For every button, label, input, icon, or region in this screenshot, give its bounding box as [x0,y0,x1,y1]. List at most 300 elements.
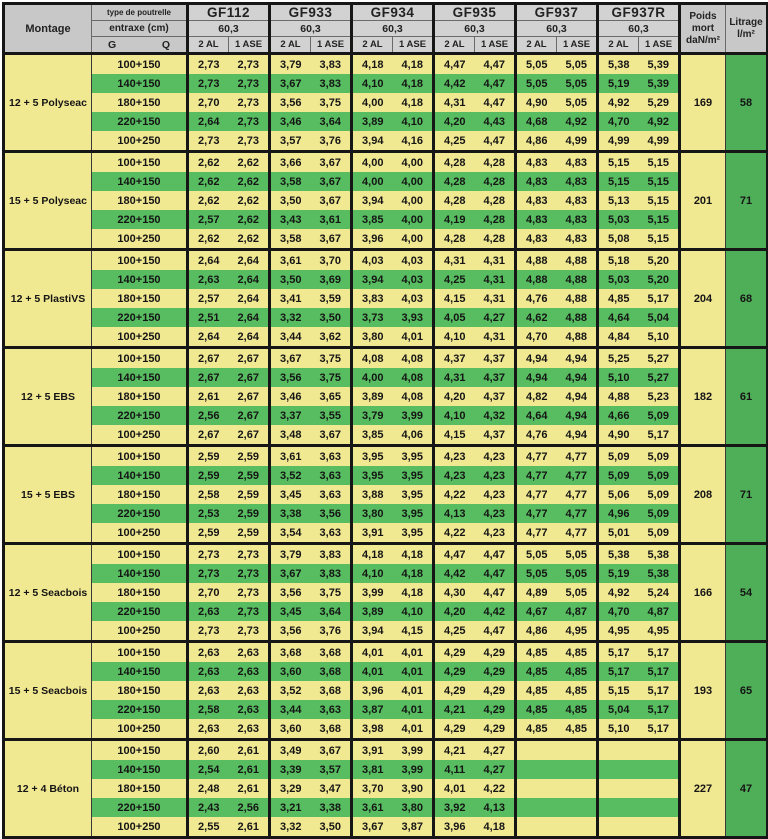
value-cell-2al: 3,58 [270,172,311,191]
value-cell-1ase: 3,68 [311,681,352,700]
value-cell-2al: 4,10 [434,327,475,348]
table-row [4,387,768,406]
poids-value: 208 [680,446,726,544]
value-cell-1ase: 3,76 [311,131,352,152]
value-cell-2al: 5,38 [598,54,639,75]
value-cell-2al: 4,25 [434,621,475,642]
value-cell-1ase: 4,77 [557,466,598,485]
table-row [4,131,768,152]
value-cell-1ase: 2,62 [229,172,270,191]
litrage-value: 71 [726,446,768,544]
value-cell-1ase: 4,18 [393,564,434,583]
table-row [4,210,768,229]
value-cell-2al: 3,67 [270,564,311,583]
value-cell-1ase: 4,88 [557,250,598,271]
value-cell-2al: 4,25 [434,131,475,152]
row-label: 180+150 [92,779,188,798]
value-cell-1ase: 4,31 [475,327,516,348]
value-cell-2al: 2,62 [188,229,229,250]
value-cell-2al: 4,86 [516,621,557,642]
value-cell-2al: 3,73 [352,308,393,327]
value-cell-1ase: 4,23 [475,485,516,504]
value-cell-2al: 3,32 [270,308,311,327]
value-cell-1ase: 4,83 [557,191,598,210]
value-cell-2al: 4,20 [434,387,475,406]
table-row [4,779,768,798]
value-cell-2al: 4,88 [516,270,557,289]
value-cell-1ase: 5,05 [557,74,598,93]
value-cell-1ase: 2,56 [229,798,270,817]
table-row [4,485,768,504]
value-cell-2al: 3,49 [270,740,311,761]
poids-header-line: daN/m² [686,34,720,46]
value-cell-2al: 3,94 [352,131,393,152]
value-cell-2al: 4,23 [434,446,475,467]
value-cell-2al: 3,50 [270,270,311,289]
row-label: 220+150 [92,210,188,229]
value-cell-2al: 2,63 [188,642,229,663]
value-cell-2al: 4,11 [434,760,475,779]
value-cell-1ase: 4,01 [393,700,434,719]
value-cell-1ase: 5,39 [639,74,680,93]
value-cell-2al: 5,08 [598,229,639,250]
value-cell-2al: 2,73 [188,131,229,152]
row-label: 100+250 [92,131,188,152]
value-cell-1ase: 5,17 [639,642,680,663]
value-cell-2al: 3,61 [270,250,311,271]
value-cell-1ase: 3,93 [393,308,434,327]
value-cell-1ase: 4,88 [557,289,598,308]
value-cell-2al: 3,50 [270,191,311,210]
value-cell-2al: 4,70 [598,112,639,131]
litrage-value: 58 [726,54,768,152]
montage-cell: 12 + 5 PlastiVS [4,250,92,348]
value-cell-2al: 4,67 [516,602,557,621]
entraxe-value: 60,3 [188,21,270,37]
value-cell-2al: 2,73 [188,544,229,565]
value-cell-1ase: 4,77 [557,446,598,467]
value-cell-1ase: 5,38 [639,564,680,583]
value-cell-1ase: 3,55 [311,406,352,425]
value-cell-1ase: 4,06 [393,425,434,446]
table-row [4,93,768,112]
montage-cell: 12 + 5 Polyseac [4,54,92,152]
value-cell-1ase: 4,18 [393,74,434,93]
value-cell-1ase: 2,67 [229,425,270,446]
table-row [4,425,768,446]
value-cell-1ase: 4,28 [475,191,516,210]
value-cell-2al: 3,91 [352,740,393,761]
value-cell-1ase: 4,47 [475,544,516,565]
row-label: 180+150 [92,681,188,700]
value-cell-2al: 3,48 [270,425,311,446]
value-cell-1ase: 2,73 [229,564,270,583]
value-cell-1ase: 4,01 [393,327,434,348]
value-cell-1ase: 4,29 [475,719,516,740]
value-cell-1ase: 4,23 [475,504,516,523]
value-cell-1ase: 4,87 [639,602,680,621]
value-cell-1ase: 5,17 [639,681,680,700]
value-cell-1ase: 3,68 [311,642,352,663]
row-label: 140+150 [92,172,188,191]
value-cell-2al: 3,94 [352,270,393,289]
montage-cell: 15 + 5 Seacbois [4,642,92,740]
value-cell-2al: 4,82 [516,387,557,406]
value-cell-1ase: 4,37 [475,387,516,406]
value-cell-1ase: 2,63 [229,642,270,663]
value-cell-2al: 4,85 [516,700,557,719]
value-cell-2al: 4,68 [516,112,557,131]
entraxe-value: 60,3 [516,21,598,37]
value-cell-1ase: 3,67 [311,172,352,191]
value-cell-2al: 5,06 [598,485,639,504]
entraxe-value: 60,3 [352,21,434,37]
value-cell-1ase: 4,23 [475,523,516,544]
entraxe-value: 60,3 [270,21,352,37]
table-row [4,466,768,485]
value-cell-2al: 3,79 [270,544,311,565]
poids-header-line: mort [691,22,715,34]
value-cell-1ase: 5,05 [557,564,598,583]
value-cell-2al: 5,05 [516,54,557,75]
value-cell-2al: 4,28 [434,191,475,210]
value-cell-1ase: 2,59 [229,504,270,523]
value-cell-1ase: 2,63 [229,700,270,719]
poids-value: 201 [680,152,726,250]
table-row [4,368,768,387]
table-row [4,289,768,308]
value-cell-2al: 4,28 [434,152,475,173]
row-label: 220+150 [92,112,188,131]
value-cell-2al: 4,95 [598,621,639,642]
value-cell-2al: 2,58 [188,485,229,504]
value-cell-1ase: 4,00 [393,191,434,210]
value-cell-2al: 4,28 [434,172,475,191]
value-cell-1ase: 5,20 [639,250,680,271]
value-cell-2al [516,817,557,838]
value-cell-2al: 3,45 [270,485,311,504]
table-row [4,152,768,173]
table-row [4,602,768,621]
value-cell-1ase: 5,15 [639,229,680,250]
value-cell-1ase: 4,29 [475,700,516,719]
value-cell-1ase: 2,73 [229,621,270,642]
value-cell-2al: 5,10 [598,368,639,387]
poids-value: 182 [680,348,726,446]
gf-column-header: GF933 [270,4,352,21]
value-cell-1ase: 5,15 [639,172,680,191]
value-cell-1ase: 3,68 [311,719,352,740]
poids-mort-header [680,4,726,54]
value-cell-1ase: 4,99 [639,131,680,152]
value-cell-1ase: 4,00 [393,210,434,229]
value-cell-2al: 4,00 [352,368,393,387]
row-label: 100+150 [92,250,188,271]
value-cell-2al: 4,42 [434,74,475,93]
value-cell-2al: 3,38 [270,504,311,523]
value-cell-1ase: 5,10 [639,327,680,348]
row-label: 220+150 [92,308,188,327]
value-cell-1ase: 4,01 [393,719,434,740]
value-cell-1ase: 4,18 [393,54,434,75]
value-cell-2al: 3,21 [270,798,311,817]
value-cell-1ase: 5,24 [639,583,680,602]
litrage-value: 47 [726,740,768,838]
value-cell-1ase: 3,70 [311,250,352,271]
value-cell-2al: 4,10 [434,406,475,425]
value-cell-1ase: 3,99 [393,740,434,761]
value-cell-2al: 2,62 [188,191,229,210]
value-cell-1ase: 2,67 [229,387,270,406]
value-cell-1ase: 4,28 [475,172,516,191]
value-cell-1ase: 2,63 [229,719,270,740]
value-cell-1ase: 2,59 [229,446,270,467]
row-label: 220+150 [92,406,188,425]
value-cell-1ase: 2,64 [229,270,270,289]
value-cell-2al: 4,94 [516,348,557,369]
value-cell-1ase: 5,09 [639,446,680,467]
value-cell-2al: 5,18 [598,250,639,271]
value-cell-1ase: 5,38 [639,544,680,565]
row-label: 100+150 [92,544,188,565]
value-cell-2al: 4,76 [516,425,557,446]
value-cell-2al [598,817,639,838]
value-cell-2al [598,740,639,761]
value-cell-1ase: 3,59 [311,289,352,308]
value-cell-1ase: 4,85 [557,662,598,681]
value-cell-1ase: 4,29 [475,642,516,663]
value-cell-1ase: 4,43 [475,112,516,131]
sub-header-2al: 2 AL [516,37,557,54]
value-cell-1ase: 5,17 [639,700,680,719]
value-cell-2al: 3,96 [434,817,475,838]
value-cell-2al: 3,56 [270,368,311,387]
value-cell-1ase: 4,08 [393,387,434,406]
value-cell-2al: 3,46 [270,387,311,406]
value-cell-1ase: 2,62 [229,229,270,250]
value-cell-2al: 2,54 [188,760,229,779]
value-cell-2al: 3,44 [270,700,311,719]
value-cell-2al: 4,28 [434,229,475,250]
value-cell-1ase: 2,61 [229,740,270,761]
table-row [4,308,768,327]
value-cell-1ase: 5,09 [639,504,680,523]
value-cell-1ase: 2,62 [229,191,270,210]
row-label: 220+150 [92,798,188,817]
value-cell-2al: 4,84 [598,327,639,348]
value-cell-1ase: 3,99 [393,406,434,425]
value-cell-1ase: 2,62 [229,210,270,229]
value-cell-2al: 4,77 [516,466,557,485]
table-row [4,740,768,761]
value-cell-1ase: 4,29 [475,681,516,700]
value-cell-2al: 4,29 [434,681,475,700]
table-row [4,760,768,779]
value-cell-1ase: 4,00 [393,172,434,191]
value-cell-2al: 4,19 [434,210,475,229]
table-row [4,406,768,425]
value-cell-1ase: 4,85 [557,642,598,663]
value-cell-2al: 3,67 [270,348,311,369]
sub-header-1ase: 1 ASE [229,37,270,54]
entraxe-header: entraxe (cm) [92,21,188,37]
value-cell-2al: 4,85 [516,642,557,663]
value-cell-1ase: 2,73 [229,74,270,93]
row-label: 100+150 [92,740,188,761]
value-cell-2al: 4,86 [516,131,557,152]
value-cell-2al: 2,62 [188,172,229,191]
value-cell-2al: 4,47 [434,54,475,75]
value-cell-2al: 5,15 [598,152,639,173]
value-cell-1ase: 3,83 [311,54,352,75]
value-cell-1ase: 3,67 [311,229,352,250]
value-cell-2al: 4,29 [434,719,475,740]
value-cell-1ase: 2,67 [229,368,270,387]
value-cell-1ase: 4,23 [475,446,516,467]
value-cell-2al: 2,73 [188,564,229,583]
value-cell-1ase: 3,63 [311,523,352,544]
value-cell-1ase: 4,83 [557,229,598,250]
value-cell-2al: 3,89 [352,602,393,621]
value-cell-2al: 3,44 [270,327,311,348]
value-cell-1ase: 4,31 [475,289,516,308]
value-cell-2al: 2,73 [188,621,229,642]
value-cell-1ase: 2,61 [229,779,270,798]
value-cell-1ase: 4,13 [475,798,516,817]
value-cell-1ase: 5,09 [639,485,680,504]
row-label: 140+150 [92,368,188,387]
value-cell-1ase: 3,56 [311,504,352,523]
value-cell-1ase: 2,73 [229,544,270,565]
value-cell-1ase: 5,05 [557,544,598,565]
value-cell-2al: 4,70 [598,602,639,621]
value-cell-2al: 4,90 [516,93,557,112]
value-cell-1ase: 4,94 [557,348,598,369]
value-cell-2al: 4,29 [434,642,475,663]
value-cell-1ase: 4,47 [475,93,516,112]
value-cell-2al: 4,62 [516,308,557,327]
value-cell-2al: 3,96 [352,681,393,700]
table-row [4,446,768,467]
value-cell-2al: 3,43 [270,210,311,229]
row-label: 180+150 [92,583,188,602]
value-cell-1ase: 5,05 [557,583,598,602]
value-cell-1ase: 3,95 [393,504,434,523]
value-cell-1ase: 4,01 [393,681,434,700]
value-cell-2al: 4,08 [352,348,393,369]
value-cell-2al: 3,88 [352,485,393,504]
value-cell-1ase: 2,59 [229,523,270,544]
value-cell-1ase: 4,77 [557,504,598,523]
value-cell-2al: 5,05 [516,564,557,583]
value-cell-1ase: 4,83 [557,152,598,173]
value-cell-2al: 2,51 [188,308,229,327]
value-cell-2al: 2,67 [188,348,229,369]
value-cell-1ase: 4,88 [557,270,598,289]
row-label: 140+150 [92,564,188,583]
value-cell-1ase: 3,38 [311,798,352,817]
value-cell-1ase: 4,27 [475,308,516,327]
value-cell-2al: 4,13 [434,504,475,523]
table-row [4,74,768,93]
value-cell-2al: 4,88 [516,250,557,271]
value-cell-2al: 4,85 [598,289,639,308]
value-cell-2al: 2,59 [188,523,229,544]
montage-cell: 15 + 5 Polyseac [4,152,92,250]
value-cell-2al [516,740,557,761]
value-cell-2al: 3,91 [352,523,393,544]
value-cell-1ase [639,779,680,798]
litrage-value: 68 [726,250,768,348]
row-label: 220+150 [92,504,188,523]
value-cell-1ase: 5,17 [639,662,680,681]
value-cell-2al: 3,85 [352,210,393,229]
row-label: 100+150 [92,152,188,173]
value-cell-1ase: 3,47 [311,779,352,798]
value-cell-1ase: 2,73 [229,583,270,602]
value-cell-2al: 3,99 [352,583,393,602]
value-cell-2al: 4,15 [434,425,475,446]
litrage-value: 54 [726,544,768,642]
value-cell-1ase: 2,67 [229,348,270,369]
g-label: G [108,38,117,51]
entraxe-value: 60,3 [598,21,680,37]
value-cell-1ase: 2,73 [229,54,270,75]
table-row [4,112,768,131]
value-cell-1ase: 4,77 [557,523,598,544]
value-cell-1ase: 3,64 [311,602,352,621]
montage-cell: 15 + 5 EBS [4,446,92,544]
value-cell-2al: 2,63 [188,662,229,681]
value-cell-2al: 4,21 [434,700,475,719]
value-cell-2al: 4,29 [434,662,475,681]
value-cell-2al [598,798,639,817]
value-cell-2al: 3,92 [434,798,475,817]
table-row [4,817,768,838]
value-cell-1ase: 4,47 [475,54,516,75]
poids-header-line: Poids [689,10,717,22]
sub-header-1ase: 1 ASE [639,37,680,54]
value-cell-2al: 3,46 [270,112,311,131]
value-cell-1ase: 3,67 [311,152,352,173]
value-cell-1ase: 4,15 [393,621,434,642]
value-cell-2al: 4,20 [434,112,475,131]
value-cell-2al: 3,29 [270,779,311,798]
value-cell-2al: 4,70 [516,327,557,348]
value-cell-1ase: 3,64 [311,112,352,131]
value-cell-2al: 4,22 [434,523,475,544]
value-cell-2al: 3,89 [352,112,393,131]
value-cell-1ase: 4,88 [557,308,598,327]
value-cell-1ase: 4,01 [393,642,434,663]
row-label: 100+150 [92,54,188,75]
table-row [4,583,768,602]
value-cell-2al: 4,00 [352,93,393,112]
value-cell-2al: 2,64 [188,327,229,348]
value-cell-2al: 3,67 [270,74,311,93]
entraxe-value: 60,3 [434,21,516,37]
value-cell-1ase: 4,32 [475,406,516,425]
value-cell-1ase: 4,01 [393,662,434,681]
row-label: 180+150 [92,191,188,210]
table-row [4,229,768,250]
value-cell-2al: 2,59 [188,466,229,485]
sub-header-2al: 2 AL [598,37,639,54]
value-cell-2al: 2,48 [188,779,229,798]
value-cell-2al: 3,87 [352,700,393,719]
value-cell-2al: 3,32 [270,817,311,838]
value-cell-2al: 4,77 [516,504,557,523]
